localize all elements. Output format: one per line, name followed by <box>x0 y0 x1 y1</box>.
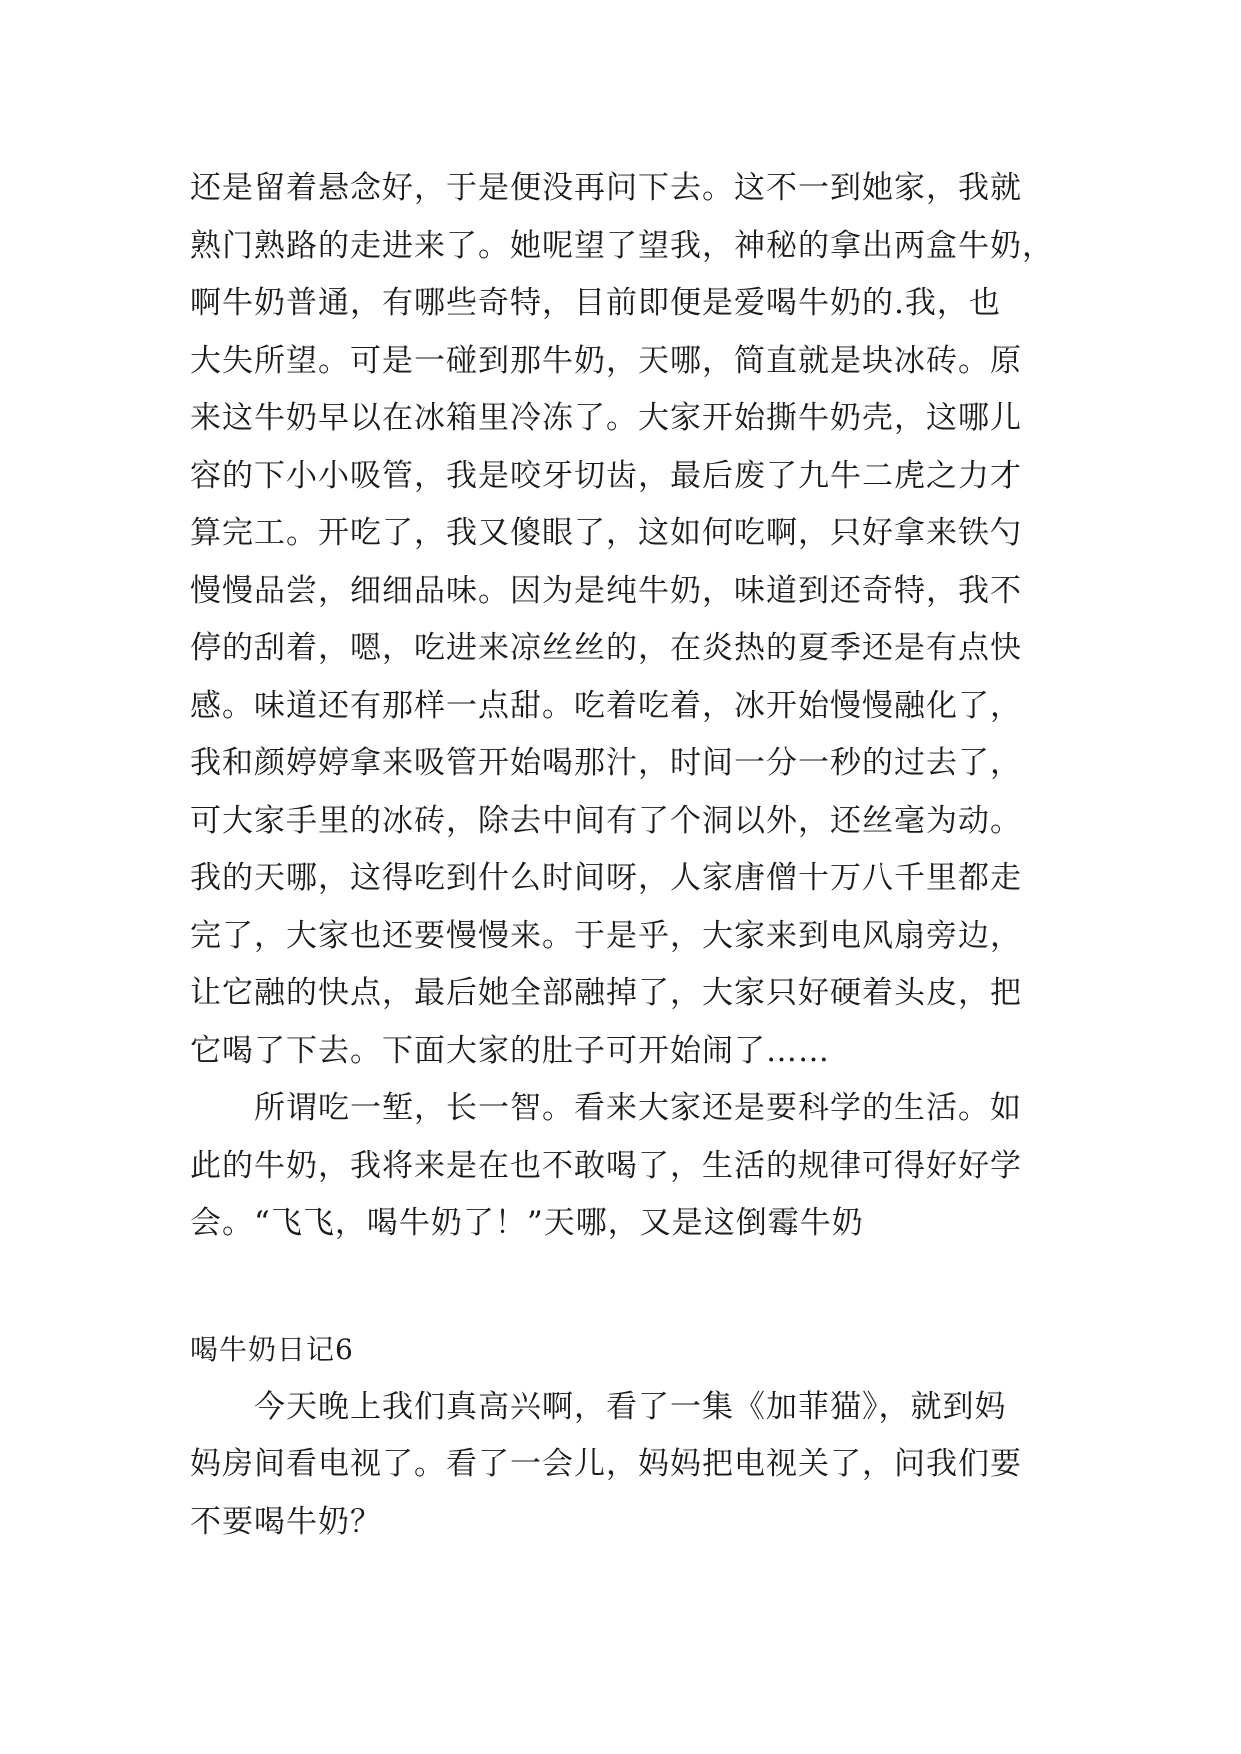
text-line: 算完工。开吃了，我又傻眼了，这如何吃啊，只好拿来铁勺 <box>190 515 1022 551</box>
paragraph-3 <box>190 1379 1070 1552</box>
text-line: 大失所望。可是一碰到那牛奶，天哪，简直就是块冰砖。原 <box>190 342 1022 379</box>
paragraph-2 <box>190 1080 1070 1253</box>
text-line: 慢慢品尝，细细品味。因为是纯牛奶，味道到还奇特，我不 <box>190 572 1022 609</box>
text-line: 不要喝牛奶？ <box>190 1503 382 1540</box>
text-line: 会。“飞飞，喝牛奶了！”天哪，又是这倒霉牛奶 <box>190 1205 864 1241</box>
text-line: 可大家手里的冰砖，除去中间有了个洞以外，还丝毫为动。 <box>190 802 1022 839</box>
text-line: 容的下小小吸管，我是咬牙切齿，最后废了九牛二虎之力才 <box>190 457 1022 494</box>
text-line: 停的刮着，嗯，吃进来凉丝丝的，在炎热的夏季还是有点快 <box>190 630 1022 666</box>
text-line: 我和颜婷婷拿来吸管开始喝那汁，时间一分一秒的过去了， <box>190 745 1022 781</box>
document-body <box>190 160 1070 1551</box>
text-line: 我的天哪，这得吃到什么时间呀，人家唐僧十万八千里都走 <box>190 860 1022 896</box>
text-line: 啊牛奶普通，有哪些奇特，目前即便是爱喝牛奶的.我，也 <box>190 285 1001 321</box>
text-line: 感。味道还有那样一点甜。吃着吃着，冰开始慢慢融化了， <box>190 687 1022 724</box>
text-line: 来这牛奶早以在冰箱里冷冻了。大家开始撕牛奶壳，这哪儿 <box>190 400 1022 436</box>
text-line: 所谓吃一堑，长一智。看来大家还是要科学的生活。如 <box>254 1090 1022 1126</box>
text-line: 妈房间看电视了。看了一会儿，妈妈把电视关了，问我们要 <box>190 1446 1022 1482</box>
text-line: 它喝了下去。下面大家的肚子可开始闹了…… <box>190 1032 830 1069</box>
text-line: 此的牛奶，我将来是在也不敢喝了，生活的规律可得好好学 <box>190 1147 1022 1184</box>
text-line: 今天晚上我们真高兴啊，看了一集《加菲猫》，就到妈 <box>254 1388 1007 1425</box>
text-line: 让它融的快点，最后她全部融掉了，大家只好硬着头皮，把 <box>190 975 1022 1011</box>
text-line: 熟门熟路的走进来了。她呢望了望我，神秘的拿出两盒牛奶， <box>190 227 1054 264</box>
paragraph-1 <box>190 160 1070 1080</box>
text-line: 还是留着悬念好，于是便没再问下去。这不一到她家，我就 <box>190 170 1022 206</box>
section-spacer <box>190 1253 1070 1321</box>
text-line: 完了，大家也还要慢慢来。于是乎，大家来到电风扇旁边， <box>190 917 1022 954</box>
section-title: 喝牛奶日记6 <box>190 1332 354 1366</box>
